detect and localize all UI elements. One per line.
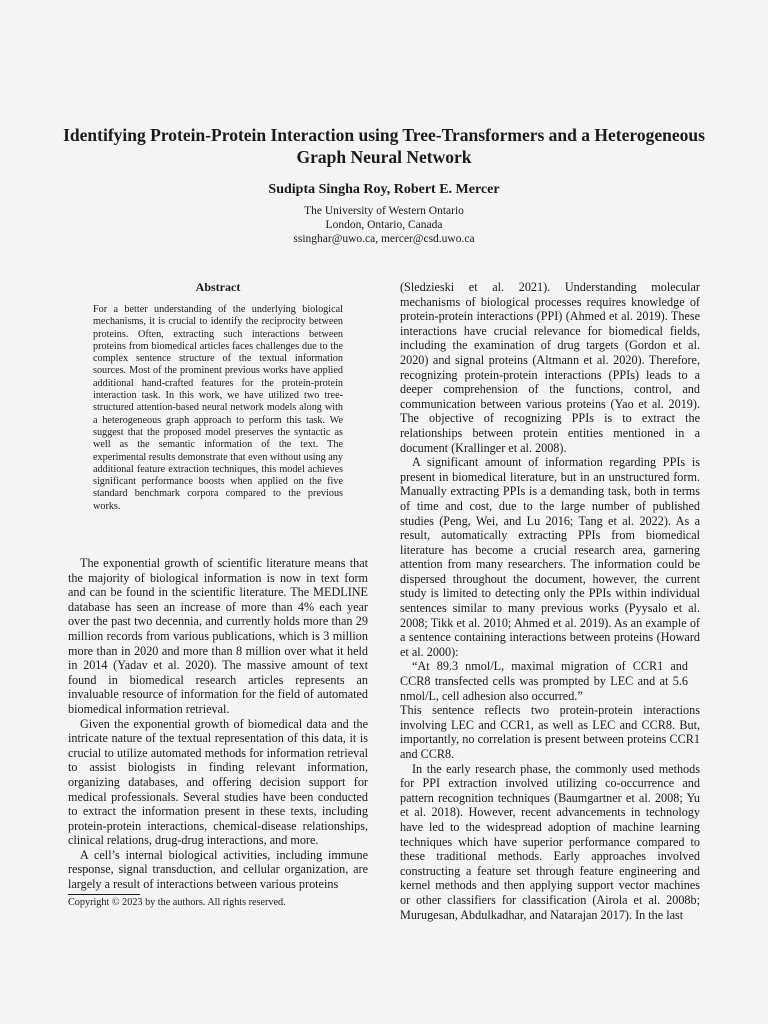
author-list: Sudipta Singha Roy, Robert E. Mercer (268, 182, 500, 197)
footnote-divider (68, 894, 140, 895)
abstract-text: For a better understanding of the underlying biological mechanisms, it is crucial to identify the reciprocity between proteins. Often, extracting such interactions between proteins from biomedical articles faces challenges due to the complex sentence structure of the textual information sources. Most of the prominent previous works have applied additional hand-crafted features for the protein-protein interaction task. In this work, we have utilized two tree-structured attention-based neural network models along with a heterogeneous graph approach to perform this task. We suggest that the proposed model preserves the syntactic as well as the semantic information of the text. The experimental results demonstrate that even without using any additional feature extraction techniques, this model achieves significant performance boosts when applied on the five standard benchmark corpora compared to the previous works. (93, 304, 343, 512)
body-paragraph: Given the exponential growth of biomedical data and the intricate nature of the textual representation of this data, it is crucial to utilize automated methods for information retrieval to assist biologists in finding relevant information, organizing databases, and offering decision support for medical professionals. Several studies have been conducted to extract the information present in these texts, including protein-protein interactions, chemical-disease relationships, clinical relations, drug-drug interactions, and more. (68, 716, 368, 848)
left-column-body (68, 556, 368, 892)
example-quote: “At 89.3 nmol/L, maximal migration of CCR1 and CCR8 transfected cells was prompted by LEC and at 5.6 nmol/L, cell adhesion also occurred.” (400, 659, 688, 703)
affiliation-location: London, Ontario, Canada (325, 219, 443, 231)
affiliation-university: The University of Western Ontario (304, 205, 464, 217)
right-column-body (400, 280, 700, 922)
body-paragraph: This sentence reflects two protein-protein interactions involving LEC and CCR1, as well as LEC and CCR8. But, importantly, no correlation is present between proteins CCR1 and CCR8. (400, 703, 700, 761)
copyright-footnote: Copyright © 2023 by the authors. All rights reserved. (68, 897, 286, 908)
body-paragraph: In the early research phase, the commonly used methods for PPI extraction involved utilizing co-occurrence and pattern recognition techniques (Baumgartner et al. 2008; Yu et al. 2018). However, recent advancements in technology have led to the widespread adoption of machine learning techniques which have superior performance compared to these traditional methods. Early approaches involved constructing a feature set through feature engineering and kernel methods and then applying support vector machines or other classifiers for classification (Airola et al. 2008b; Murugesan, Abdulkadhar, and Natarajan 2017). In the last (400, 761, 700, 922)
body-paragraph: The exponential growth of scientific literature means that the majority of biological information is now in text form and can be found in the scientific literature. The MEDLINE database has seen an increase of more than 4% each year over the past two decennia, and currently holds more than 29 million records from various publications, which is 3 million more than in 2020 and more than 8 million over what it held in 2014 (Yadav et al. 2020). The massive amount of text found in biomedical research articles represents an invaluable resource of information for the field of automated biomedical information retrieval. (68, 556, 368, 716)
paper-title: Identifying Protein-Protein Interaction using Tree-Transformers and a Heterogeneous Graph Neural Network (63, 125, 705, 167)
body-paragraph: A significant amount of information regarding PPIs is present in biomedical literature, but in an unstructured form. Manually extracting PPIs is a demanding task, both in terms of time and cost, due to the large number of published studies (Peng, Wei, and Lu 2016; Tang et al. 2022). As a result, automatically extracting PPIs from biomedical literature has become a crucial research area, garnering attention from many researchers. The information could be dispersed throughout the document, however, the current study is limited to detecting only the PPIs within individual sentences similar to many previous works (Pyysalo et al. 2008; Tikk et al. 2010; Ahmed et al. 2019). As an example of a sentence containing interactions between proteins (Howard et al. 2000): (400, 455, 700, 659)
abstract-heading: Abstract (195, 280, 241, 294)
affiliation-emails: ssinghar@uwo.ca, mercer@csd.uwo.ca (293, 233, 475, 245)
body-paragraph: A cell’s internal biological activities, including immune response, signal transduction, and cellular organization, are largely a result of interactions between various proteins (68, 847, 368, 892)
body-paragraph: (Sledzieski et al. 2021). Understanding molecular mechanisms of biological processes requires knowledge of protein-protein interactions (PPI) (Ahmed et al. 2019). These interactions have crucial relevance for biomedical fields, including the examination of drug targets (Gordon et al. 2020) and signal proteins (Altmann et al. 2020). Therefore, recognizing protein-protein interactions (PPIs) leads to a deeper comprehension of the functions, control, and communication between various proteins (Yao et al. 2019). The objective of recognizing PPIs is to extract the relationships between protein entities mentioned in a document (Krallinger et al. 2008). (400, 280, 700, 455)
affiliation-block (60, 204, 708, 246)
